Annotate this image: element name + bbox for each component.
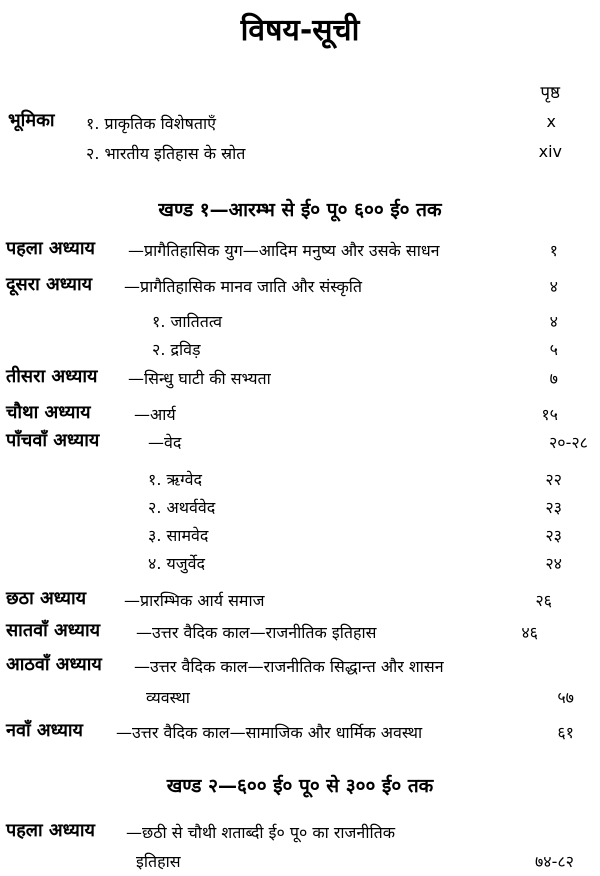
chapter-title-continued: व्यवस्था [146, 688, 190, 707]
intro-item: १. प्राकृतिक विशेषताएँ [86, 114, 216, 133]
chapter-label: पाँचवाँ अध्याय [6, 430, 100, 451]
chapter-title: —प्रागैतिहासिक मानव जाति और संस्कृति [124, 277, 363, 296]
sub-item-page: २३ [545, 498, 562, 517]
sub-item: १. जातितत्व [152, 312, 223, 331]
sub-item: २. द्रविड़ [152, 340, 201, 359]
chapter-title: —सिन्धु घाटी की सभ्यता [128, 369, 271, 388]
chapter-title: —उत्तर वैदिक काल—सामाजिक और धार्मिक अवस्था [116, 723, 423, 742]
sub-item-page: ४ [549, 312, 558, 331]
chapter-label: दूसरा अध्याय [6, 274, 93, 295]
section-heading: खण्ड १—आरम्भ से ई० पू० ६०० ई० तक [158, 199, 442, 221]
sub-item: १. ऋग्वेद [148, 470, 203, 489]
sub-item-page: ५ [549, 340, 558, 359]
sub-item-page: २४ [545, 554, 562, 573]
sub-item-page: २३ [545, 526, 562, 545]
intro-item-page: xiv [538, 142, 562, 161]
intro-item-page: x [546, 112, 556, 131]
chapter-page: १५ [541, 405, 558, 424]
section-heading: खण्ड २—६०० ई० पू० से ३०० ई० तक [166, 775, 434, 797]
chapter-page: ४६ [521, 623, 538, 642]
chapter-label: तीसरा अध्याय [6, 366, 98, 387]
chapter-page: २०-२८ [548, 433, 588, 452]
chapter-label: पहला अध्याय [6, 820, 95, 841]
chapter-page: ७४-८२ [534, 852, 574, 871]
sub-item-page: २२ [545, 470, 562, 489]
chapter-label: नवाँ अध्याय [6, 720, 83, 741]
chapter-page: ७ [549, 369, 558, 388]
chapter-title: —प्रागैतिहासिक युग—आदिम मनुष्य और उसके साधन [128, 241, 440, 260]
intro-label: भूमिका [8, 110, 55, 131]
chapter-page: ४ [549, 277, 558, 296]
chapter-title-continued: इतिहास [136, 852, 181, 871]
sub-item: २. अथर्ववेद [148, 498, 216, 517]
chapter-label: सातवाँ अध्याय [6, 620, 101, 641]
chapter-title: —उत्तर वैदिक काल—राजनीतिक सिद्धान्त और शासन [134, 657, 444, 676]
chapter-page: १ [549, 241, 558, 260]
chapter-label: पहला अध्याय [6, 238, 95, 259]
page-column-header: पृष्ठ [540, 83, 560, 103]
chapter-label: छठा अध्याय [6, 588, 87, 609]
chapter-title: —वेद [148, 433, 182, 452]
chapter-title: —आर्य [134, 405, 176, 424]
sub-item: ४. यजुर्वेद [148, 554, 206, 573]
chapter-label: आठवाँ अध्याय [6, 654, 102, 675]
chapter-page: २६ [535, 591, 552, 610]
chapter-title: —उत्तर वैदिक काल—राजनीतिक इतिहास [136, 623, 377, 642]
chapter-page: ५७ [557, 688, 574, 707]
chapter-title: —प्रारम्भिक आर्य समाज [124, 591, 265, 610]
page-title: विषय-सूची [240, 13, 360, 48]
chapter-title: —छठी से चौथी शताब्दी ई० पू० का राजनीतिक [126, 823, 396, 842]
sub-item: ३. सामवेद [148, 526, 209, 545]
intro-item: २. भारतीय इतिहास के स्रोत [86, 144, 246, 163]
chapter-page: ६१ [557, 723, 574, 742]
chapter-label: चौथा अध्याय [6, 402, 91, 423]
